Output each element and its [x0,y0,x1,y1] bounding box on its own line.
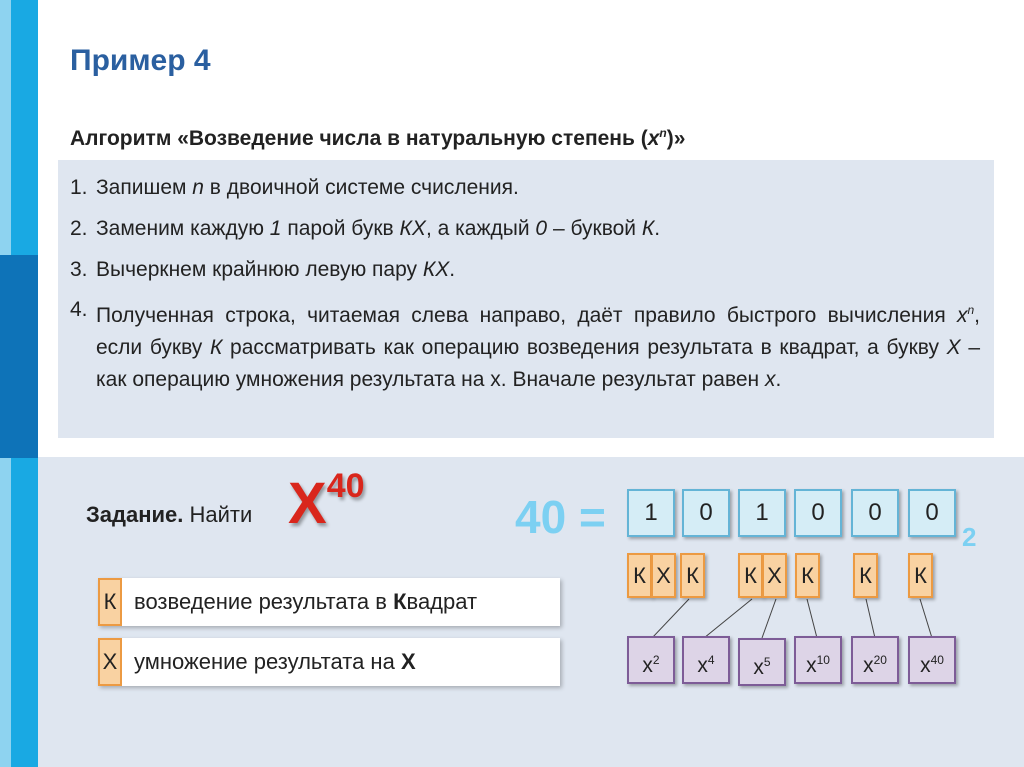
result-box: $x^{20}$ [851,636,899,684]
equation-lhs: 40 = [515,491,606,543]
step-1: 1. Запишем n в двоичной системе счисления. [70,176,519,199]
operation-letter: К [738,553,763,598]
task-label: Задание. Найти [86,502,253,527]
connector-line [866,599,875,638]
connector-line [704,599,752,638]
operation-letter: Х [762,553,787,598]
connector-line [762,599,776,638]
legend-key: К [98,578,122,626]
result-box: $x^4$ [682,636,730,684]
result-box: $x^5$ [738,638,786,686]
slide-title: Пример 4 [70,44,211,77]
binary-digit: 0 [794,489,842,537]
step-2: 2. Заменим каждую 1 парой букв КХ, а каждый 0 – буквой К. [70,217,661,240]
operation-letter: К [627,553,652,598]
result-box: $x^2$ [627,636,675,684]
step-3: 3. Вычеркнем крайнюю левую пару КХ. [70,258,456,281]
result-box: $x^{10}$ [794,636,842,684]
legend-key: Х [98,638,122,686]
operation-letter: Х [651,553,676,598]
task-expression: $X^{40}$ [288,466,365,536]
equation-base: 2 [962,522,977,552]
binary-digit: 0 [851,489,899,537]
connector-line [807,599,817,638]
binary-digit: 0 [908,489,956,537]
operation-letter: К [908,553,933,598]
algorithm-title: Алгоритм «Возведение числа в натуральную степень $(x^n)$» [70,126,686,150]
result-box: $x^{40}$ [908,636,956,684]
step-4: 4. Полученная строка, читаемая слева направо, даёт правило быстрого вычисления $x^n$, если букву К рассматривать как операцию возведения результата в квадрат, а букву Х – как операцию умножения результата на х. Вначале результат равен x. [70,298,980,391]
legend-multiply [98,638,560,686]
operation-letter: К [795,553,820,598]
legend-text: умножение результата на Х [134,649,416,674]
binary-digit: 1 [738,489,786,537]
connector-line [652,599,689,638]
operation-letter: К [853,553,878,598]
legend-square [98,578,560,626]
operation-letter: К [680,553,705,598]
connector-line [920,599,932,638]
legend-text: возведение результата в Квадрат [134,589,478,614]
binary-digit: 0 [682,489,730,537]
binary-digit: 1 [627,489,675,537]
